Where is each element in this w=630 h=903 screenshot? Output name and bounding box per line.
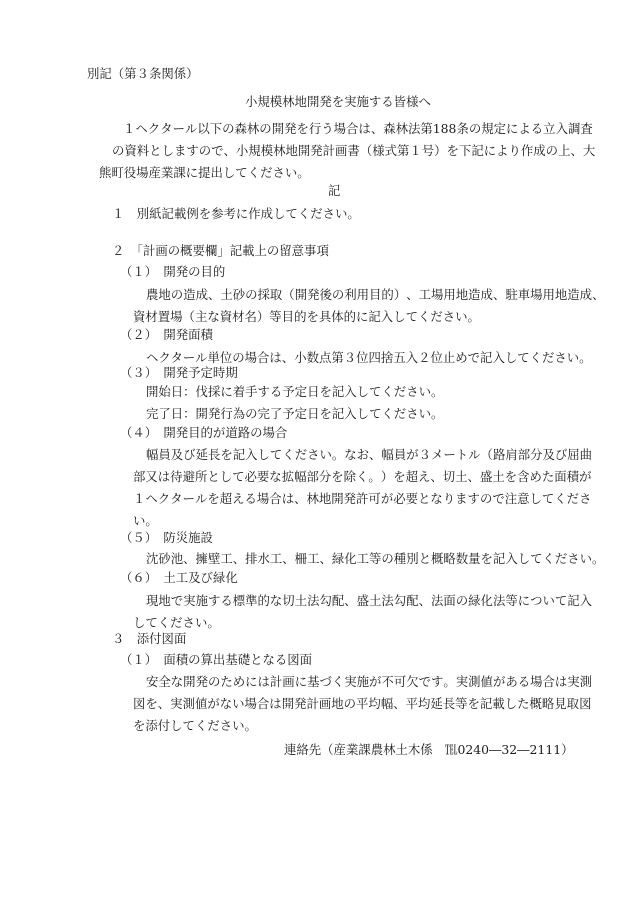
intro-line-2: の 資 料 と し ま す の で 、 小 規 模 林 地 開 発 計 画 書 （ 様 式 第 １ 号 ） を 下 記 に よ り 作 成 の 上 、 大 — [112, 143, 596, 158]
sub-6-line-2: してください。 — [133, 615, 220, 630]
sub-5-line-1: 沈砂池、擁壁工、排水工、柵工、緑化工等の種別と概略数量を記入してください。 — [146, 551, 605, 566]
sub-heading-1: （１） 開発の目的 — [120, 264, 226, 279]
ki-heading: 記 — [328, 183, 341, 198]
sub-4-line-3: １ ヘ ク タ ー ル を 超 え る 場 合 は 、 林 地 開 発 許 可 が 必 要 と な り ま す の で 注 意 し て く だ さ — [133, 491, 592, 506]
header-reference: 別記（第３条関係） — [87, 66, 199, 81]
sub-6-line-1: 現 地 で 実 施 す る 標 準 的 な 切 土 法 勾 配 、 盛 土 法 勾 配 、 法 面 の 緑 化 法 等 に つ い て 記 入 — [146, 593, 593, 608]
sub-1-line-1: 農 地 の 造 成 、 土 砂 の 採 取 （ 開 発 後 の 利 用 目 的 ） 、 工 場 用 地 造 成 、 駐 車 場 用 地 造 成 、 — [146, 287, 605, 302]
sub-2-line-1: ヘクタール単位の場合は、小数点第３位四捨五入２位止めで記入してください。 — [146, 350, 592, 365]
contact-info: 連絡先（産業課農林土木係 ℡0240―32―2111） — [284, 742, 574, 757]
sub-3-line-2: 完了日：開発行為の完了予定日を記入してください。 — [146, 406, 444, 421]
sub-3-line-1: 開始日：伐採に着手する予定日を記入してください。 — [146, 384, 444, 399]
sub-heading-5: （５） 防災施設 — [120, 530, 213, 545]
item-2: ２ 「計画の概要欄」記載上の留意事項 — [112, 243, 329, 258]
sub-4-line-4: い。 — [133, 513, 158, 528]
intro-line-1: １ ヘ ク タ ー ル 以 下 の 森 林 の 開 発 を 行 う 場 合 は 、 森 林 法 第 1 8 8 条 の 規 定 に よ る 立 入 調 査 — [123, 121, 593, 136]
document-title: 小規模林地開発を実施する皆様へ — [245, 94, 431, 109]
item-3: ３ 添付図面 — [112, 631, 187, 646]
sub-7-line-1: 安 全 な 開 発 の た め に は 計 画 に 基 づ く 実 施 が 不 可 欠 で す 。 実 測 値 が あ る 場 合 は 実 測 — [146, 674, 593, 689]
sub-heading-3: （３） 開発予定時期 — [120, 365, 238, 380]
sub-7-line-2: 図 を 、 実 測 値 が な い 場 合 は 開 発 計 画 地 の 平 均 幅 、 平 均 延 長 等 を 記 載 し た 概 略 見 取 図 — [133, 696, 592, 711]
sub-heading-7: （１） 面積の算出基礎となる図面 — [120, 652, 313, 667]
sub-4-line-2: 部 又 は 待 避 所 と し て 必 要 な 拡 幅 部 分 を 除 く 。 ） を 超 え 、 切 土 、 盛 土 を 含 め た 面 積 が — [133, 469, 592, 484]
intro-line-3: 熊町役場産業課に提出してください。 — [99, 165, 310, 180]
sub-4-line-1: 幅 員 及 び 延 長 を 記 入 し て く だ さ い 。 な お 、 幅 員 が ３ メ ー ト ル （ 路 肩 部 分 及 び 屈 曲 — [146, 447, 593, 462]
sub-heading-4: （４） 開発目的が道路の場合 — [120, 425, 288, 440]
item-1: １ 別紙記載例を参考に作成してください。 — [112, 206, 360, 221]
sub-heading-2: （２） 開発面積 — [120, 327, 213, 342]
sub-7-line-3: を添付してください。 — [133, 718, 257, 733]
sub-1-line-2: 資材置場（主な資材名）等目的を具体的に記入してください。 — [133, 309, 480, 324]
sub-heading-6: （６） 土工及び緑化 — [120, 570, 238, 585]
